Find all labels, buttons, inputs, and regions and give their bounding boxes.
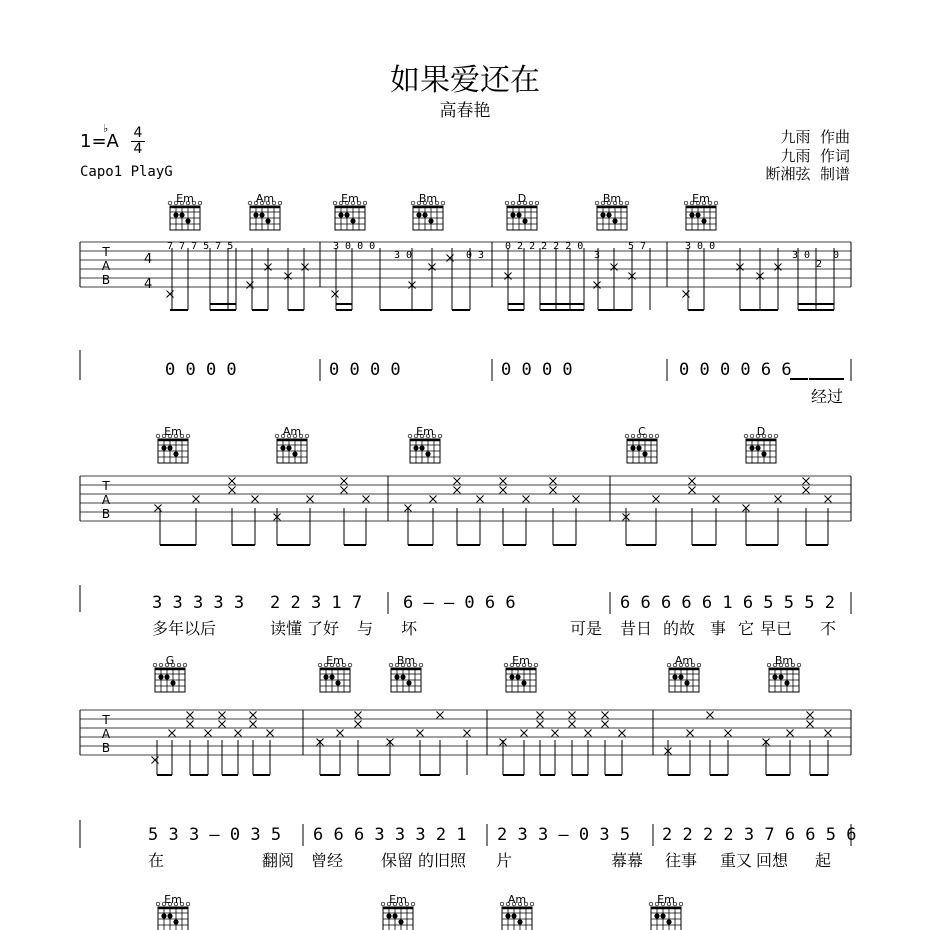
strum-x-mark	[825, 496, 832, 503]
chord-open-string	[655, 434, 659, 438]
strum-x-mark	[653, 496, 660, 503]
strum-x-mark	[775, 496, 782, 503]
strum-x-mark	[437, 712, 444, 719]
chord-open-string	[168, 201, 172, 205]
jianpu-notes: 6 — — 0 6 6	[403, 593, 516, 613]
chord-open-string	[183, 663, 187, 667]
strum-x-mark	[619, 730, 626, 737]
chord-open-string	[275, 434, 279, 438]
chord-open-string	[408, 434, 412, 438]
chord-open-string	[535, 201, 539, 205]
chord-grid	[158, 907, 188, 930]
tab-fret-numbers: 7 7 7 5 7 5	[167, 241, 234, 252]
chord-open-string	[504, 663, 508, 667]
strum-x-mark	[500, 487, 507, 494]
lyric: 回想	[756, 851, 789, 870]
lyric: 保留	[381, 851, 414, 870]
chord-open-string	[511, 201, 515, 205]
jianpu-notes: 5 3 3 — 0 3 5	[148, 825, 282, 845]
chord-open-string	[389, 663, 393, 667]
chord-finger-dot	[164, 674, 169, 679]
chord-finger-dot	[394, 674, 399, 679]
chord-finger-dot	[511, 913, 516, 918]
strum-x-mark	[219, 721, 226, 728]
chord-finger-dot	[428, 218, 433, 223]
jianpu-notes: 0 0 0 0	[501, 360, 573, 380]
strum-x-mark	[500, 478, 507, 485]
lyric: 曾经	[311, 851, 344, 870]
strum-x-mark	[187, 721, 194, 728]
lyric: 起	[815, 851, 832, 870]
strum-x-mark	[787, 730, 794, 737]
tab-time-top: 4	[144, 252, 153, 267]
chord-finger-dot	[253, 212, 258, 217]
chord-finger-dot	[161, 913, 166, 918]
chord-open-string	[411, 902, 415, 906]
chord-name: Em	[692, 192, 710, 205]
chord-open-string	[186, 902, 190, 906]
lyric: 在	[148, 851, 165, 870]
chord-name: Em	[164, 425, 182, 438]
chord-finger-dot	[292, 451, 297, 456]
strum-x-mark	[454, 487, 461, 494]
chord-name: D	[517, 192, 527, 205]
chord-finger-dot	[173, 212, 178, 217]
strum-x-mark	[713, 496, 720, 503]
chord-finger-dot	[167, 445, 172, 450]
strum-x-mark	[537, 721, 544, 728]
key-prefix: 1=	[80, 131, 107, 152]
lyric: 它	[738, 619, 755, 638]
chord-finger-dot	[265, 218, 270, 223]
lyric: 坏	[401, 619, 418, 638]
strum-x-mark	[807, 721, 814, 728]
chord-name: Em	[389, 893, 407, 906]
chord-open-string	[278, 201, 282, 205]
chord-name: Em	[164, 893, 182, 906]
lyric: 的故	[663, 619, 696, 638]
chord-finger-dot	[280, 445, 285, 450]
chord-finger-dot	[329, 674, 334, 679]
tab-fret-numbers: 3 0 0	[685, 241, 716, 252]
tab-fret-numbers: 0 3	[466, 250, 485, 261]
chord-finger-dot	[755, 445, 760, 450]
chord-finger-dot	[338, 212, 343, 217]
strum-x-mark	[803, 487, 810, 494]
chord-open-string	[363, 201, 367, 205]
chord-open-string	[684, 201, 688, 205]
strum-x-mark	[552, 730, 559, 737]
chord-finger-dot	[170, 680, 175, 685]
strum-x-mark	[550, 478, 557, 485]
chord-finger-dot	[672, 674, 677, 679]
chord-finger-dot	[425, 451, 430, 456]
chord-finger-dot	[505, 913, 510, 918]
time-bottom: 4	[133, 141, 143, 157]
lyric: 事	[710, 619, 727, 638]
strum-x-mark	[169, 730, 176, 737]
chord-finger-dot	[422, 212, 427, 217]
chord-open-string	[750, 434, 754, 438]
jianpu-notes: 2 3 3 — 0 3 5	[497, 825, 631, 845]
chord-finger-dot	[158, 674, 163, 679]
chord-open-string	[697, 663, 701, 667]
chord-open-string	[625, 434, 629, 438]
chord-name: Em	[176, 192, 194, 205]
chord-finger-dot	[642, 451, 647, 456]
chord-finger-dot	[173, 919, 178, 924]
strum-x-mark	[585, 730, 592, 737]
lyric: 片	[496, 851, 513, 870]
song-artist: 高春艳	[439, 101, 491, 121]
chord-open-string	[248, 201, 252, 205]
chord-name: Am	[507, 893, 527, 906]
strum-x-mark	[430, 496, 437, 503]
strum-x-mark	[341, 487, 348, 494]
tab-fret-numbers: 2	[816, 259, 823, 270]
strum-x-mark	[707, 712, 714, 719]
chord-name: Em	[326, 654, 344, 667]
chord-finger-dot	[400, 674, 405, 679]
chord-finger-dot	[695, 212, 700, 217]
strum-x-mark	[219, 712, 226, 719]
capo-info: Capo1 PlayG	[80, 164, 173, 180]
chord-open-string	[438, 434, 442, 438]
lyric: 翻阅	[262, 851, 295, 870]
strum-x-mark	[355, 721, 362, 728]
chord-finger-dot	[522, 218, 527, 223]
chord-name: Am	[282, 425, 302, 438]
chord-open-string	[153, 663, 157, 667]
strum-x-mark	[193, 496, 200, 503]
tab-fret-numbers: 5 7	[628, 241, 647, 252]
strum-x-mark	[267, 730, 274, 737]
chord-finger-dot	[606, 212, 611, 217]
chord-finger-dot	[666, 919, 671, 924]
chord-open-string	[679, 902, 683, 906]
tab-letter: T	[102, 479, 110, 493]
strum-x-mark	[689, 478, 696, 485]
chord-name: Em	[416, 425, 434, 438]
chord-open-string	[797, 663, 801, 667]
strum-x-mark	[417, 730, 424, 737]
tab-fret-numbers: 3 0	[394, 250, 413, 261]
chord-finger-dot	[636, 445, 641, 450]
chord-open-string	[381, 902, 385, 906]
flat-symbol: ♭	[103, 122, 109, 135]
tab-fret-numbers: 0 2 2 2 2 2 0	[505, 241, 584, 252]
chord-open-string	[768, 434, 772, 438]
chord-finger-dot	[509, 674, 514, 679]
chord-finger-dot	[413, 445, 418, 450]
lyricist-credit: 九雨 作词	[780, 147, 850, 165]
chord-finger-dot	[173, 451, 178, 456]
chord-finger-dot	[630, 445, 635, 450]
chord-finger-dot	[406, 680, 411, 685]
strum-x-mark	[229, 478, 236, 485]
chord-open-string	[156, 902, 160, 906]
strum-x-mark	[825, 730, 832, 737]
jianpu-notes: 6 6 6 3 3 3 2 1	[313, 825, 467, 845]
chord-open-string	[318, 663, 322, 667]
strum-x-mark	[550, 487, 557, 494]
lyric: 多年以后	[152, 619, 217, 638]
chord-finger-dot	[386, 913, 391, 918]
chord-finger-dot	[689, 212, 694, 217]
chord-finger-dot	[515, 674, 520, 679]
strum-x-mark	[725, 730, 732, 737]
chord-finger-dot	[398, 919, 403, 924]
chord-open-string	[441, 201, 445, 205]
tab-fret-numbers: 3	[594, 250, 601, 261]
chord-finger-dot	[350, 218, 355, 223]
tab-letter: B	[101, 741, 111, 755]
jianpu-notes: 0 0 0 0	[165, 360, 237, 380]
chord-name: Em	[512, 654, 530, 667]
chord-grid	[651, 907, 681, 930]
chord-name: Bm	[396, 654, 416, 667]
chord-name: Am	[255, 192, 275, 205]
chord-name: Bm	[774, 654, 794, 667]
chord-finger-dot	[517, 919, 522, 924]
chord-name: Bm	[418, 192, 438, 205]
chord-open-string	[774, 434, 778, 438]
strum-x-mark	[687, 730, 694, 737]
chord-open-string	[534, 663, 538, 667]
chord-open-string	[625, 201, 629, 205]
chord-open-string	[305, 434, 309, 438]
chord-grid	[502, 907, 532, 930]
chord-finger-dot	[286, 445, 291, 450]
strum-x-mark	[229, 487, 236, 494]
chord-finger-dot	[167, 913, 172, 918]
lyric: 经过	[811, 387, 844, 406]
tab-letter: B	[101, 273, 111, 287]
chord-finger-dot	[701, 218, 706, 223]
song-title: 如果爱还在	[390, 63, 540, 98]
chord-finger-dot	[179, 212, 184, 217]
chord-open-string	[667, 663, 671, 667]
chord-open-string	[649, 434, 653, 438]
strum-x-mark	[235, 730, 242, 737]
chord-grid	[383, 907, 413, 930]
strum-x-mark	[689, 487, 696, 494]
strum-x-mark	[594, 282, 601, 289]
chord-finger-dot	[784, 680, 789, 685]
lyric: 的旧照	[418, 851, 467, 870]
chord-open-string	[186, 434, 190, 438]
strum-x-mark	[302, 264, 309, 271]
chord-finger-dot	[684, 680, 689, 685]
strum-x-mark	[521, 730, 528, 737]
chord-open-string	[631, 434, 635, 438]
chord-finger-dot	[510, 212, 515, 217]
chord-finger-dot	[521, 680, 526, 685]
chord-name: D	[756, 425, 766, 438]
tab-time-bottom: 4	[144, 277, 153, 292]
chord-finger-dot	[761, 451, 766, 456]
transcriber-credit: 断湘弦 制谱	[765, 165, 850, 183]
chord-open-string	[177, 663, 181, 667]
chord-open-string	[411, 201, 415, 205]
chord-open-string	[505, 201, 509, 205]
lyric: 往事	[665, 851, 698, 870]
lyric: 幕幕	[611, 851, 644, 870]
strum-x-mark	[205, 730, 212, 737]
chord-name: Am	[674, 654, 694, 667]
chord-finger-dot	[778, 674, 783, 679]
tab-letter: B	[101, 507, 111, 521]
chord-open-string	[649, 902, 653, 906]
tab-letter: A	[101, 493, 111, 507]
tab-letter: A	[101, 259, 111, 273]
chord-finger-dot	[259, 212, 264, 217]
strum-x-mark	[355, 712, 362, 719]
strum-x-mark	[187, 712, 194, 719]
composer-credit: 九雨 作曲	[780, 128, 850, 146]
jianpu-notes: 3 3 3 3 3	[152, 593, 245, 613]
key-note: A	[106, 131, 119, 152]
strum-x-mark	[569, 721, 576, 728]
chord-open-string	[714, 201, 718, 205]
strum-x-mark	[454, 478, 461, 485]
chord-open-string	[159, 663, 163, 667]
strum-x-mark	[807, 712, 814, 719]
strum-x-mark	[477, 496, 484, 503]
strum-x-mark	[573, 496, 580, 503]
strum-x-mark	[332, 291, 339, 298]
lyric: 可是	[570, 619, 603, 638]
chord-name: C	[638, 425, 646, 438]
chord-finger-dot	[612, 218, 617, 223]
tab-letter: T	[102, 713, 110, 727]
lyric: 昔日	[620, 619, 653, 638]
chord-finger-dot	[516, 212, 521, 217]
strum-x-mark	[250, 712, 257, 719]
chord-finger-dot	[323, 674, 328, 679]
chord-finger-dot	[772, 674, 777, 679]
strum-x-mark	[602, 721, 609, 728]
jianpu-notes: 2 2 3 1 7	[270, 593, 363, 613]
tab-letter: A	[101, 727, 111, 741]
strum-x-mark	[569, 712, 576, 719]
tab-fret-numbers: 3 0	[792, 250, 811, 261]
chord-finger-dot	[419, 445, 424, 450]
chord-finger-dot	[335, 680, 340, 685]
strum-x-mark	[602, 712, 609, 719]
time-top: 4	[133, 125, 143, 141]
chord-open-string	[767, 663, 771, 667]
chord-finger-dot	[344, 212, 349, 217]
tab-letter: T	[102, 245, 110, 259]
chord-open-string	[530, 902, 534, 906]
strum-x-mark	[337, 730, 344, 737]
jianpu-notes: 0 0 0 0	[329, 360, 401, 380]
lyric: 早已	[760, 619, 793, 638]
chord-open-string	[595, 201, 599, 205]
chord-finger-dot	[185, 218, 190, 223]
strum-x-mark	[252, 496, 259, 503]
strum-x-mark	[250, 721, 257, 728]
lyric: 重又	[720, 851, 753, 870]
chord-finger-dot	[678, 674, 683, 679]
chord-finger-dot	[654, 913, 659, 918]
chord-open-string	[529, 201, 533, 205]
chord-name: Bm	[602, 192, 622, 205]
strum-x-mark	[803, 478, 810, 485]
strum-x-mark	[464, 730, 471, 737]
strum-x-mark	[307, 496, 314, 503]
lyric: 了好	[307, 619, 340, 638]
chord-open-string	[333, 201, 337, 205]
strum-x-mark	[537, 712, 544, 719]
chord-finger-dot	[392, 913, 397, 918]
strum-x-mark	[363, 496, 370, 503]
strum-x-mark	[523, 496, 530, 503]
chord-name: Em	[341, 192, 359, 205]
jianpu-notes: 0 0 0 0 6 6	[679, 360, 792, 380]
chord-finger-dot	[161, 445, 166, 450]
lyric: 读懂	[270, 619, 303, 638]
lyric: 与	[357, 619, 374, 638]
chord-finger-dot	[600, 212, 605, 217]
jianpu-notes: 2 2 2 2 3 7 6 6 5 6	[662, 825, 857, 845]
strum-x-mark	[341, 478, 348, 485]
chord-finger-dot	[416, 212, 421, 217]
tab-fret-numbers: 3 0 0 0	[333, 241, 376, 252]
chord-finger-dot	[749, 445, 754, 450]
jianpu-notes: 6 6 6 6 6 1 6 5 5 5 2	[620, 593, 835, 613]
chord-open-string	[198, 201, 202, 205]
chord-name: G	[165, 654, 175, 667]
chord-open-string	[419, 663, 423, 667]
chord-open-string	[744, 434, 748, 438]
chord-open-string	[500, 902, 504, 906]
chord-open-string	[348, 663, 352, 667]
chord-name: Em	[657, 893, 675, 906]
chord-open-string	[156, 434, 160, 438]
tab-fret-numbers: 0	[833, 250, 840, 261]
lyric: 不	[820, 619, 837, 638]
chord-finger-dot	[660, 913, 665, 918]
